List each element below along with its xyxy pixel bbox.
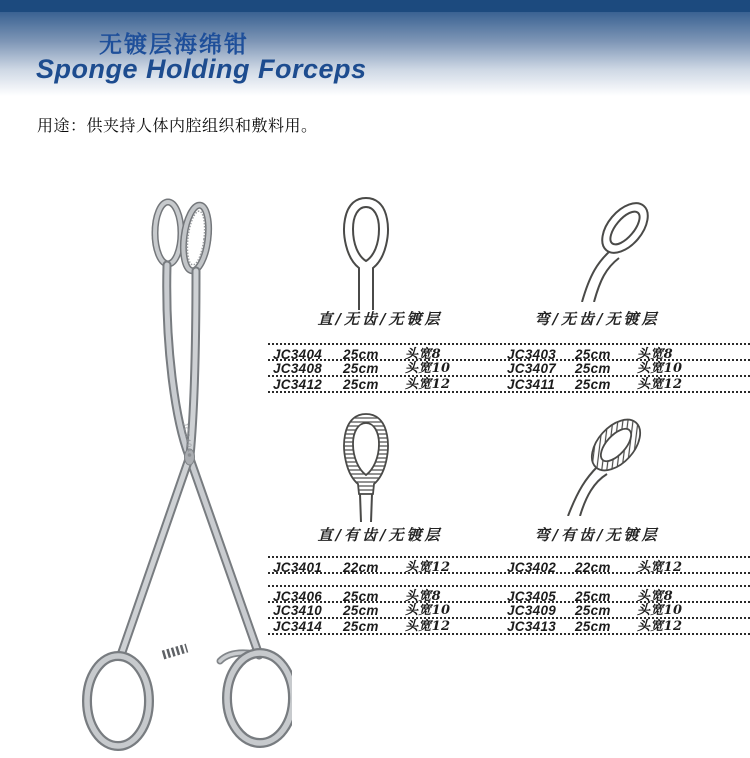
forceps-ratchet	[163, 648, 187, 655]
forceps-jaws	[153, 200, 215, 275]
product-head-width: 头宽12	[405, 377, 451, 392]
product-size: 25cm	[575, 361, 611, 376]
group-title-straight-serrated: 直/有齿/无镀层	[317, 526, 443, 544]
group-title-curved-serrated: 弯/有齿/无镀层	[534, 526, 660, 544]
forceps-engraving-text: JC3401	[181, 422, 194, 455]
product-head-width: 头宽10	[405, 603, 451, 618]
page-title-en: Sponge Holding Forceps	[36, 54, 367, 84]
product-head-width: 头宽12	[637, 377, 683, 392]
product-head-width: 头宽10	[637, 603, 683, 618]
product-code: JC3411	[507, 377, 556, 392]
product-size: 25cm	[575, 603, 611, 618]
tip-diagram-curved-serrated	[558, 412, 648, 516]
product-size: 25cm	[575, 589, 611, 604]
group-title-curved-plain: 弯/无齿/无镀层	[534, 310, 660, 328]
product-code: JC3409	[507, 603, 557, 618]
tip-diagram-straight-plain	[334, 196, 398, 310]
product-head-width: 头宽8	[405, 347, 441, 362]
product-code: JC3410	[273, 603, 323, 618]
product-head-width: 头宽8	[405, 589, 441, 604]
table-row	[268, 343, 750, 361]
tip-diagram-straight-serrated	[334, 412, 398, 522]
table-row	[268, 377, 750, 393]
product-code: JC3402	[507, 560, 557, 575]
forceps-finger-rings	[87, 653, 292, 746]
product-head-width: 头宽12	[405, 619, 451, 634]
product-code: JC3405	[507, 589, 557, 604]
product-size: 25cm	[575, 377, 611, 392]
product-code: JC3401	[273, 560, 323, 575]
product-size: 25cm	[343, 619, 379, 634]
table-row	[268, 585, 750, 603]
product-code: JC3414	[273, 619, 323, 634]
product-head-width: 头宽8	[637, 347, 673, 362]
product-head-width: 头宽12	[637, 619, 683, 634]
product-code: JC3403	[507, 347, 557, 362]
product-code: JC3404	[273, 347, 323, 362]
product-code: JC3407	[507, 361, 557, 376]
product-head-width: 头宽10	[405, 361, 451, 376]
product-code: JC3413	[507, 619, 557, 634]
usage-note: 用途：供夹持人体内腔组织和敷料用。	[37, 118, 318, 135]
product-head-width: 头宽12	[637, 560, 683, 575]
group-title-straight-plain: 直/无齿/无镀层	[317, 310, 443, 328]
tip-diagram-curved-plain	[570, 196, 654, 302]
product-code: JC3408	[273, 361, 323, 376]
forceps-photo	[62, 185, 292, 755]
top-accent-bar	[0, 0, 750, 12]
product-code: JC3412	[273, 377, 323, 392]
table-row	[268, 361, 750, 377]
product-head-width: 头宽10	[637, 361, 683, 376]
product-head-width: 头宽12	[405, 560, 451, 575]
product-head-width: 头宽8	[637, 589, 673, 604]
product-size: 25cm	[343, 603, 379, 618]
product-size: 22cm	[343, 560, 379, 575]
table-row	[268, 619, 750, 635]
product-size: 25cm	[343, 347, 379, 362]
product-size: 25cm	[343, 377, 379, 392]
page-title-zh: 无镀层海绵钳	[99, 31, 249, 57]
product-size: 25cm	[575, 619, 611, 634]
product-code: JC3406	[273, 589, 323, 604]
product-size: 25cm	[343, 589, 379, 604]
table-row	[268, 603, 750, 619]
product-size: 25cm	[343, 361, 379, 376]
product-size: 25cm	[575, 347, 611, 362]
table-row	[268, 556, 750, 574]
product-size: 22cm	[575, 560, 611, 575]
